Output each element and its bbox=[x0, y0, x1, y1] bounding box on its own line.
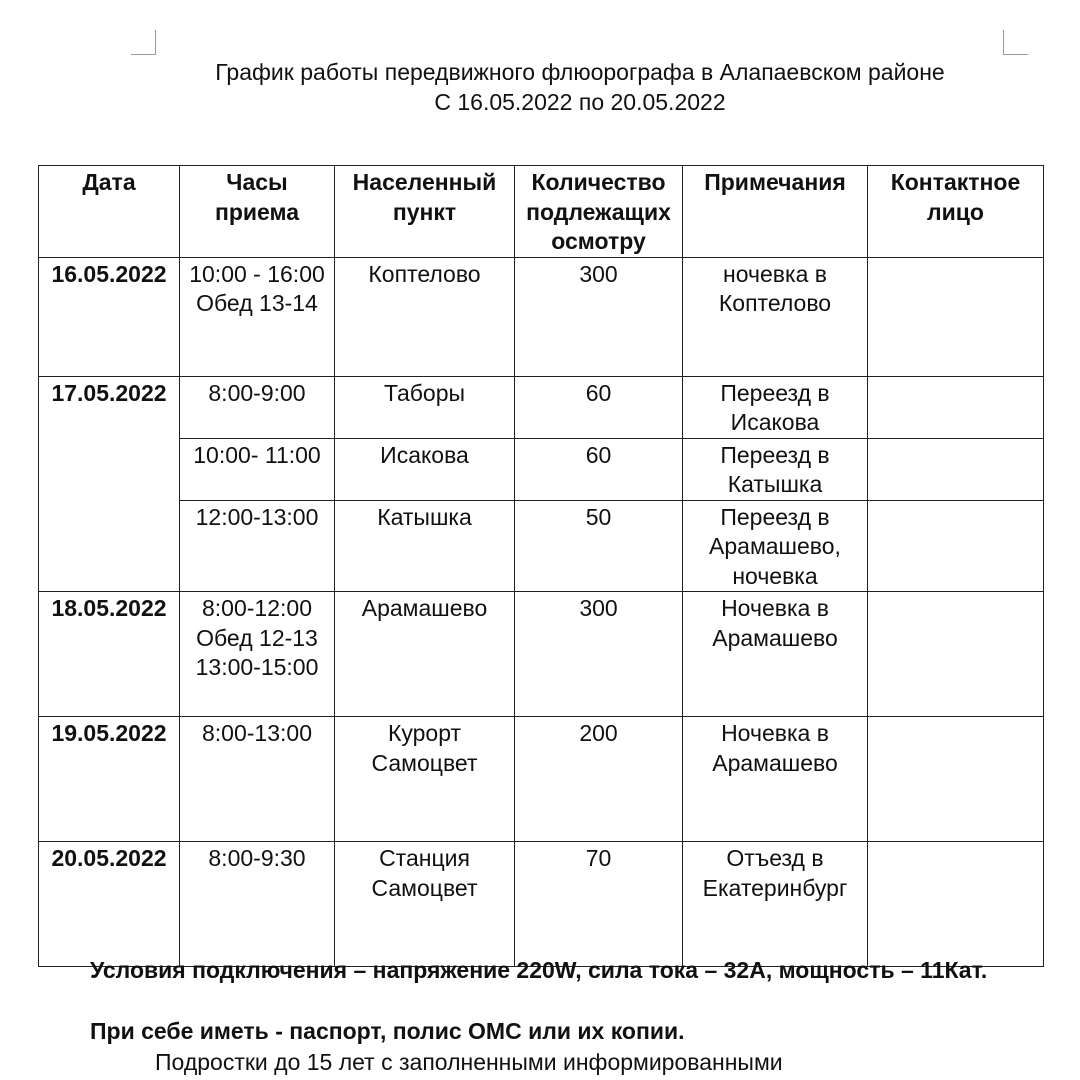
table-row bbox=[39, 842, 1044, 967]
contact-cell bbox=[868, 842, 1044, 967]
date-cell: 17.05.2022 bbox=[39, 376, 180, 592]
document-date-range: С 16.05.2022 по 20.05.2022 bbox=[434, 89, 726, 115]
connection-conditions: Условия подключения – напряжение 220W, сила тока – 32А, мощность – 11Кат. bbox=[90, 957, 988, 983]
count-cell: 200 bbox=[515, 717, 683, 842]
count-cell: 70 bbox=[515, 842, 683, 967]
count-cell: 50 bbox=[515, 500, 683, 592]
header-notes: Примечания bbox=[683, 166, 868, 258]
table-row bbox=[39, 500, 1044, 592]
place-cell: Катышка bbox=[335, 500, 515, 592]
table-header-row bbox=[39, 166, 1044, 258]
header-hours: Часы приема bbox=[180, 166, 335, 258]
notes-cell: Переезд в Арамашево, ночевка bbox=[683, 500, 868, 592]
notes-cell: Переезд в Исакова bbox=[683, 376, 868, 438]
hours-cell: 8:00-9:00 bbox=[180, 376, 335, 438]
notes-cell: Отъезд в Екатеринбург bbox=[683, 842, 868, 967]
hours-cell: 10:00- 11:00 bbox=[180, 438, 335, 500]
count-cell: 300 bbox=[515, 257, 683, 376]
table-row bbox=[39, 257, 1044, 376]
schedule-table bbox=[38, 165, 1044, 967]
header-count: Количество подлежащих осмотру bbox=[515, 166, 683, 258]
notes-cell: Ночевка в Арамашево bbox=[683, 717, 868, 842]
header-contact: Контактное лицо bbox=[868, 166, 1044, 258]
margin-corner-mark-left bbox=[131, 30, 156, 55]
header-date: Дата bbox=[39, 166, 180, 258]
place-cell: Станция Самоцвет bbox=[335, 842, 515, 967]
contact-cell bbox=[868, 376, 1044, 438]
contact-cell bbox=[868, 500, 1044, 592]
date-cell: 20.05.2022 bbox=[39, 842, 180, 967]
contact-cell bbox=[868, 257, 1044, 376]
hours-cell: 12:00-13:00 bbox=[180, 500, 335, 592]
place-cell: Арамашево bbox=[335, 592, 515, 717]
teens-note: Подростки до 15 лет с заполненными информированными bbox=[155, 1049, 783, 1075]
hours-cell: 8:00-12:00 Обед 12-13 13:00-15:00 bbox=[180, 592, 335, 717]
place-cell: Таборы bbox=[335, 376, 515, 438]
table-row bbox=[39, 717, 1044, 842]
place-cell: Курорт Самоцвет bbox=[335, 717, 515, 842]
table-row bbox=[39, 376, 1044, 438]
contact-cell bbox=[868, 717, 1044, 842]
count-cell: 60 bbox=[515, 376, 683, 438]
contact-cell bbox=[868, 592, 1044, 717]
table-row bbox=[39, 438, 1044, 500]
date-cell: 19.05.2022 bbox=[39, 717, 180, 842]
margin-corner-mark-right bbox=[1003, 30, 1028, 55]
notes-cell: Переезд в Катышка bbox=[683, 438, 868, 500]
hours-cell: 8:00-13:00 bbox=[180, 717, 335, 842]
hours-cell: 10:00 - 16:00 Обед 13-14 bbox=[180, 257, 335, 376]
count-cell: 60 bbox=[515, 438, 683, 500]
notes-cell: ночевка в Коптелово bbox=[683, 257, 868, 376]
documents-required: При себе иметь - паспорт, полис ОМС или их копии. bbox=[90, 1018, 685, 1044]
count-cell: 300 bbox=[515, 592, 683, 717]
contact-cell bbox=[868, 438, 1044, 500]
document-title: График работы передвижного флюорографа в Алапаевском районе bbox=[215, 59, 945, 85]
table-row bbox=[39, 592, 1044, 717]
date-cell: 16.05.2022 bbox=[39, 257, 180, 376]
place-cell: Коптелово bbox=[335, 257, 515, 376]
notes-cell: Ночевка в Арамашево bbox=[683, 592, 868, 717]
hours-cell: 8:00-9:30 bbox=[180, 842, 335, 967]
header-place: Населенный пункт bbox=[335, 166, 515, 258]
date-cell: 18.05.2022 bbox=[39, 592, 180, 717]
place-cell: Исакова bbox=[335, 438, 515, 500]
